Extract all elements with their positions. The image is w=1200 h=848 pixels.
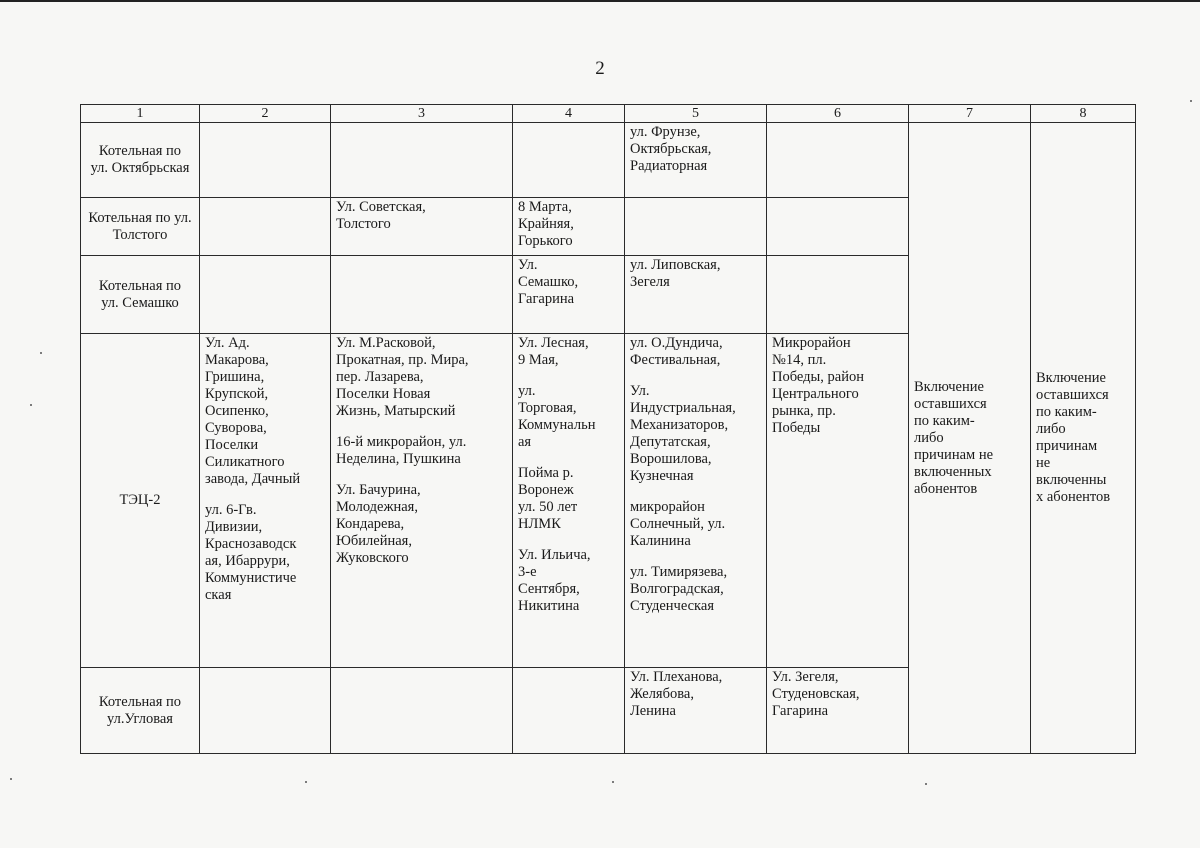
header-cell-3: 3 — [331, 105, 513, 123]
source-name-cell — [81, 668, 200, 754]
street-list: Ул. Индустриальная, Механизаторов, Депутатская, Ворошилова, Кузнечная — [630, 383, 736, 484]
scan-speck — [305, 781, 307, 783]
header-cell-2: 2 — [200, 105, 331, 123]
table-row — [81, 123, 1136, 198]
cell-col7 — [909, 123, 1031, 754]
heat-supply-table — [80, 104, 1136, 754]
cell-c2 — [200, 123, 331, 198]
cell-c5 — [625, 123, 767, 198]
street-list: ул. О.Дундича, Фестивальная, — [630, 335, 723, 368]
cell-c4 — [513, 256, 625, 334]
header-cell-1: 1 — [81, 105, 200, 123]
cell-c6 — [767, 668, 909, 754]
street-list: Ул. Лесная, 9 Мая, — [518, 335, 589, 368]
street-list: 16-й микрорайон, ул. Неделина, Пушкина — [336, 434, 467, 467]
street-list: Ул. Семашко, Гагарина — [518, 257, 579, 307]
scan-speck — [40, 352, 42, 354]
street-list: 8 Марта, Крайняя, Горького — [518, 199, 574, 249]
cell-c6 — [767, 198, 909, 256]
scan-speck — [30, 404, 32, 406]
cell-c5 — [625, 256, 767, 334]
cell-c3 — [331, 256, 513, 334]
street-list: Ул. Ад. Макарова, Гришина, Крупской, Осипенко, Суворова, Поселки Силикатного завода, Дачный — [205, 335, 301, 487]
header-cell-8: 8 — [1031, 105, 1136, 123]
source-name: Котельная по ул. Семашко — [98, 277, 182, 311]
header-cell-5: 5 — [625, 105, 767, 123]
cell-c5 — [625, 198, 767, 256]
street-list: ул. Тимирязева, Волгоградская, Студенческая — [630, 564, 728, 614]
source-name-cell — [81, 334, 200, 668]
cell-c4 — [513, 334, 625, 668]
header-cell-4: 4 — [513, 105, 625, 123]
source-name: ТЭЦ-2 — [119, 492, 161, 508]
col8-text: Включение оставшихся по каким- либо причинам не включенны х абонентов — [1036, 370, 1111, 505]
street-list: Ул. Ильича, 3-е Сентября, Никитина — [518, 547, 591, 614]
cell-c3 — [331, 668, 513, 754]
header-cell-7: 7 — [909, 105, 1031, 123]
source-name-cell — [81, 123, 200, 198]
header-row — [81, 105, 1136, 123]
header-cell-6: 6 — [767, 105, 909, 123]
scan-speck — [612, 781, 614, 783]
cell-c3 — [331, 198, 513, 256]
street-list: микрорайон Солнечный, ул. Калинина — [630, 499, 726, 549]
cell-c3 — [331, 123, 513, 198]
col7-text: Включение оставшихся по каким- либо причинам не включенных абонентов — [914, 378, 994, 497]
street-list: Ул. Плеханова, Желябова, Ленина — [630, 669, 723, 719]
street-list: Ул. Бачурина, Молодежная, Кондарева, Юбилейная, Жуковского — [336, 482, 421, 566]
scan-edge-line — [0, 0, 1200, 2]
scan-speck — [10, 778, 12, 780]
street-list: ул. Липовская, Зегеля — [630, 257, 721, 290]
source-name-cell — [81, 256, 200, 334]
source-name-cell — [81, 198, 200, 256]
street-list: Ул. Советская, Толстого — [336, 199, 426, 232]
cell-c2 — [200, 256, 331, 334]
cell-c6 — [767, 334, 909, 668]
source-name: Котельная по ул.Угловая — [98, 693, 182, 727]
street-list: Микрорайон №14, пл. Победы, район Центрального рынка, пр. Победы — [772, 335, 864, 436]
street-list: Ул. Зегеля, Студеновская, Гагарина — [772, 669, 860, 719]
scan-speck — [1190, 100, 1192, 102]
cell-c2 — [200, 334, 331, 668]
cell-c5 — [625, 334, 767, 668]
cell-c4 — [513, 198, 625, 256]
street-list: ул. Торговая, Коммунальн ая — [518, 383, 596, 450]
cell-c3 — [331, 334, 513, 668]
page-number: 2 — [595, 58, 605, 79]
source-name: Котельная по ул. Толстого — [88, 209, 192, 243]
street-list: Ул. М.Расковой, Прокатная, пр. Мира, пер. Лазарева, Поселки Новая Жизнь, Матырский — [336, 335, 469, 419]
cell-c6 — [767, 256, 909, 334]
cell-c2 — [200, 668, 331, 754]
cell-col8 — [1031, 123, 1136, 754]
street-list: ул. 6-Гв. Дивизии, Краснозаводск ая, Ибаррури, Коммунистиче ская — [205, 502, 297, 603]
street-list: ул. Фрунзе, Октябрьская, Радиаторная — [630, 124, 712, 174]
cell-c5 — [625, 668, 767, 754]
cell-c2 — [200, 198, 331, 256]
cell-c6 — [767, 123, 909, 198]
cell-c4 — [513, 668, 625, 754]
street-list: Пойма р. Воронеж ул. 50 лет НЛМК — [518, 465, 578, 532]
source-name: Котельная по ул. Октябрьская — [90, 143, 190, 176]
cell-c4 — [513, 123, 625, 198]
scan-speck — [925, 783, 927, 785]
